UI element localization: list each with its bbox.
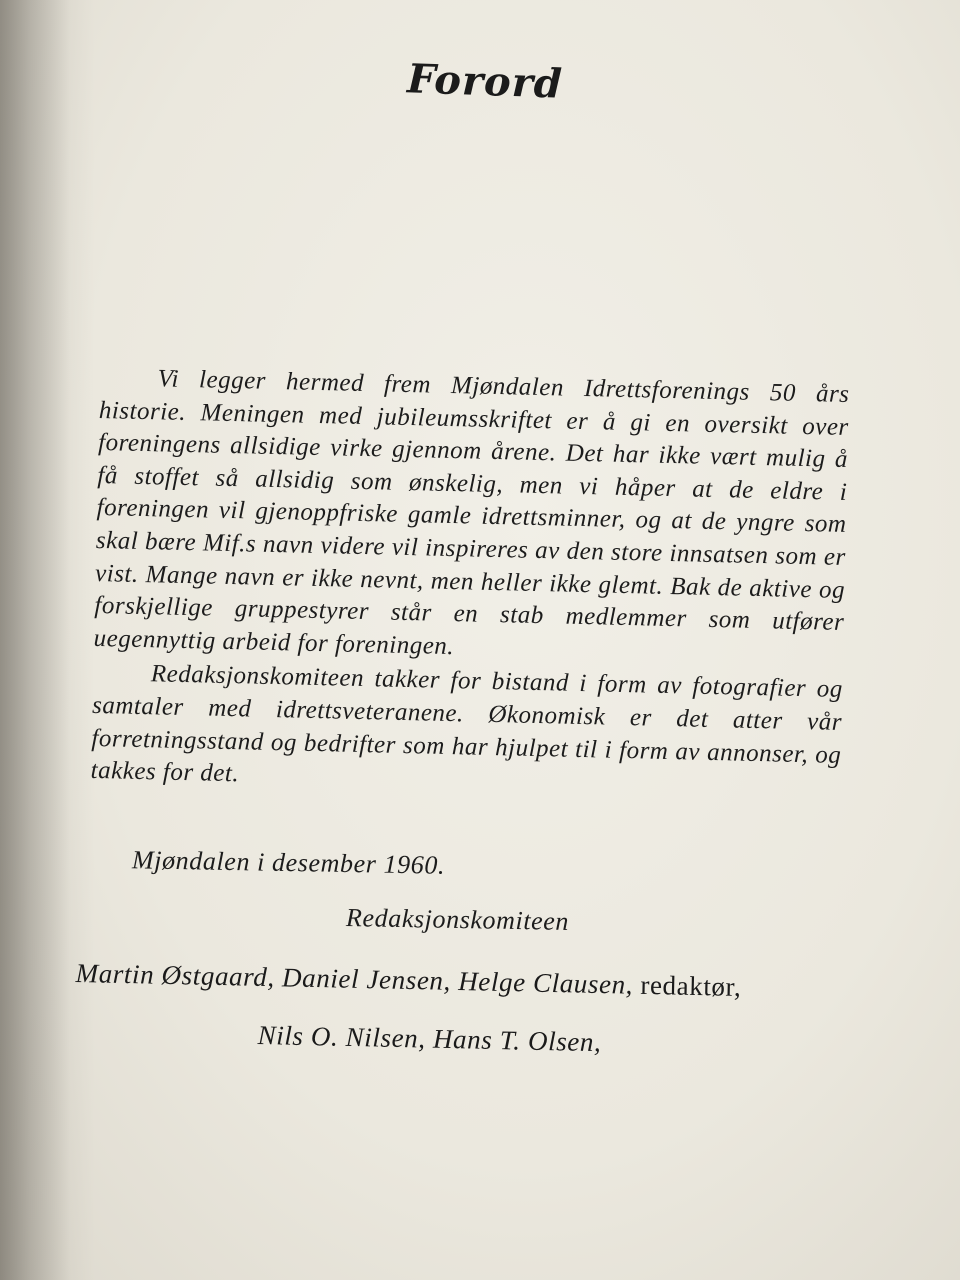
page-title: Forord: [406, 55, 564, 108]
committee-member-names: Martin Østgaard, Daniel Jensen, Helge Clausen,: [75, 958, 634, 1000]
foreword-body: [90, 362, 849, 805]
editor-role: redaktør,: [640, 969, 742, 1002]
place-and-date: Mjøndalen i desember 1960.: [131, 845, 446, 880]
page-gutter-shadow: [0, 0, 70, 1280]
committee-members-line-2: Nils O. Nilsen, Hans T. Olsen,: [257, 1020, 602, 1058]
committee-heading: Redaksjonskomiteen: [345, 903, 570, 936]
foreword-paragraph-2: Redaksjonskomiteen takker for bistand i form av fotografier og samtaler med idrettsveteranene. Økonomisk er det atter vår forretningsstand og bedrifter som har hjulpet til i form av annonser, og takkes for det.: [90, 660, 844, 788]
foreword-paragraph-1: Vi legger hermed frem Mjøndalen Idrettsforenings 50 års historie. Meningen med jubileumsskriftet er å gi en oversikt over foreningens allsidige virke gjennom årene. Det har ikke vært mulig å få stoffet så allsidig som ønskelig, men vi håper at de eldre i foreningen vil gjenoppfriske gamle idrettsminner, og at de yngre som skal bære Mif.s navn videre vil inspireres av den store innsatsen som er vist. Mange navn er ikke nevnt, men heller ikke glemt. Bak de aktive og forskjellige gruppestyrer står en stab medlemmer som utfører uegennyttig arbeid for foreningen.: [93, 365, 850, 660]
committee-members-line-1: [75, 958, 741, 1003]
